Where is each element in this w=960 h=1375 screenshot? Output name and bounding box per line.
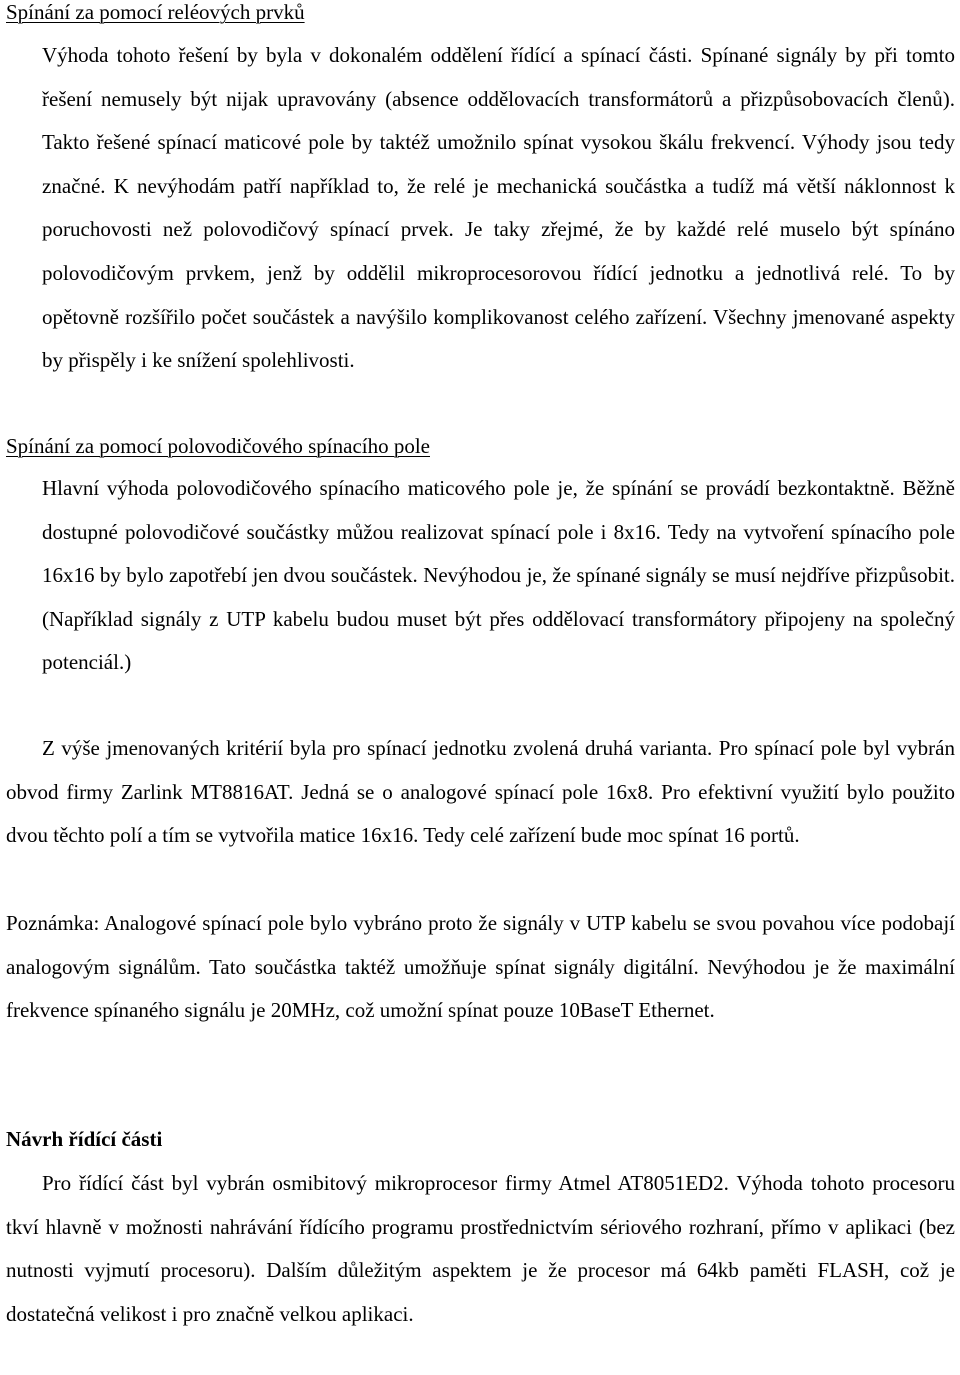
note-paragraph: Poznámka: Analogové spínací pole bylo vybráno proto že signály v UTP kabelu se svou povahou více podobají analogovým signálům. Tato součástka taktéž umožňuje spínat signály digitální. Nevýhodou je že maximální frekvence spínaného signálu je 20MHz, což umožní spínat pouze 10BaseT Ethernet.	[6, 911, 955, 1023]
section-paragraph-semiconductor: Hlavní výhoda polovodičového spínacího maticového pole je, že spínání se provádí bezkontaktně. Běžně dostupné polovodičové součástky můžou realizovat spínací pole i 8x16. Tedy na vytvoření spínacího pole 16x16 by bylo zapotřebí jen dvou součástek. Nevýhodou je, že spínané signály se musí nejdříve přizpůsobit. (Například signály z UTP kabelu budou muset být přes oddělovací transformátory připojeny na společný potenciál.)	[42, 476, 955, 675]
section-heading-semiconductor: Spínání za pomocí polovodičového spínacího pole	[6, 434, 430, 458]
control-section-heading: Návrh řídící části	[6, 1127, 163, 1151]
section-heading-relay: Spínání za pomocí reléových prvků	[6, 0, 305, 24]
section-paragraph-relay: Výhoda tohoto řešení by byla v dokonalém oddělení řídící a spínací části. Spínané signály by při tomto řešení nemusely být nijak upravovány (absence oddělovacích transformátorů a přizpůsobovacích členů). Takto řešené spínací maticové pole by taktéž umožnilo spínat vysokou škálu frekvencí. Výhody jsou tedy značné. K nevýhodám patří například to, že relé je mechanická součástka a tudíž má větší náklonnost k poruchovosti než polovodičový spínací prvek. Je taky zřejmé, že by každé relé muselo být spínáno polovodičovým prvkem, jenž by oddělil mikroprocesorovou řídící jednotku a jednotlivá relé. To by opětovně rozšířilo počet součástek a navýšilo komplikovanost celého zařízení. Všechny jmenované aspekty by přispěly i ke snížení spolehlivosti.	[42, 43, 955, 373]
control-section-paragraph: Pro řídící část byl vybrán osmibitový mikroprocesor firmy Atmel AT8051ED2. Výhoda tohoto procesoru tkví hlavně v možnosti nahrávání řídícího programu prostřednictvím sériového rozhraní, přímo v aplikaci (bez nutnosti vyjmutí procesoru). Dalším důležitým aspektem je že procesor má 64kb paměti FLASH, což je dostatečná velikost i pro značně velkou aplikaci.	[6, 1171, 955, 1326]
conclusion-paragraph: Z výše jmenovaných kritérií byla pro spínací jednotku zvolená druhá varianta. Pro spínací pole byl vybrán obvod firmy Zarlink MT8816AT. Jedná se o analogové spínací pole 16x8. Pro efektivní využití bylo použito dvou těchto polí a tím se vytvořila matice 16x16. Tedy celé zařízení bude moc spínat 16 portů.	[6, 736, 955, 848]
